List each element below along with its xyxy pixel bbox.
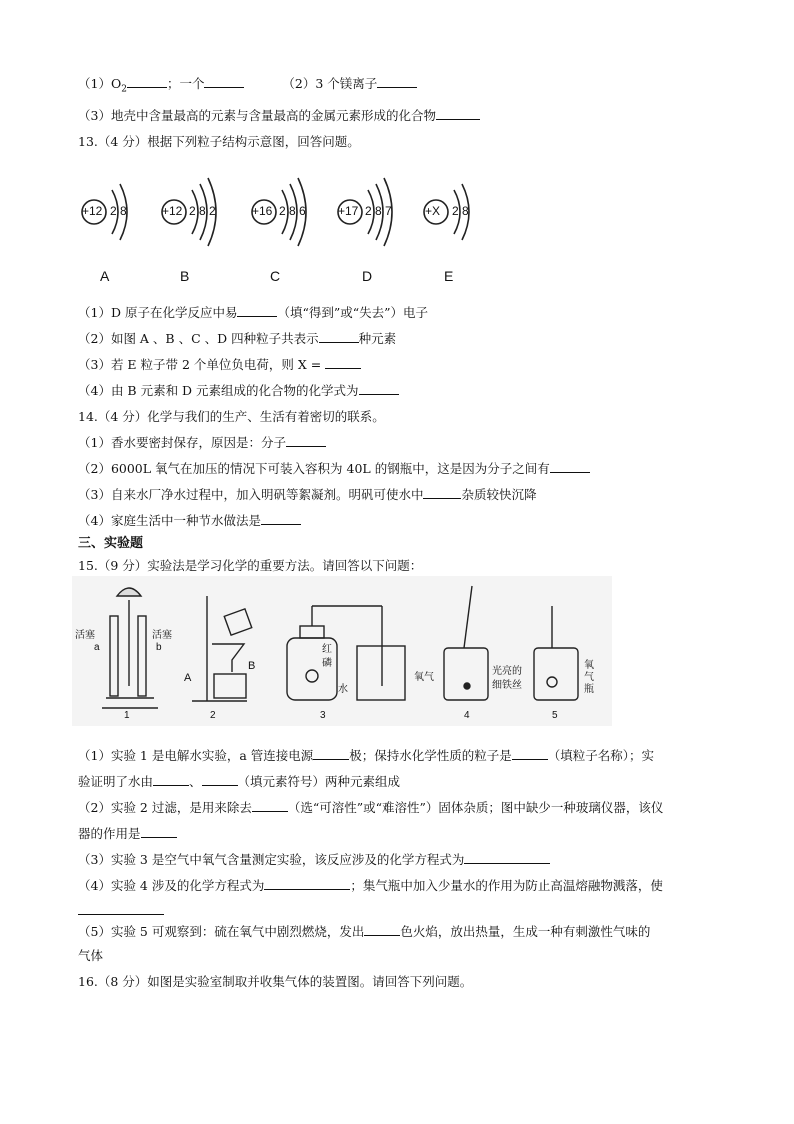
q15-sub-4-cont (78, 902, 164, 918)
atom-c-label: C (270, 268, 281, 284)
atom-b-nucleus: +12 (162, 204, 183, 218)
atom-d-nucleus: +17 (338, 204, 359, 218)
label-water: 水 (338, 684, 348, 695)
q14-sub-1: （1）香水要密封保存，原因是：分子 (78, 433, 326, 451)
answer-blank[interactable] (202, 773, 238, 786)
q13-sub-4: （4）由 B 元素和 D 元素组成的化合物的化学式为 (78, 381, 399, 399)
answer-blank[interactable] (377, 75, 417, 88)
q15-sub-2-cont: 器的作用是 (78, 824, 177, 842)
q14-sub-3: （3）自来水厂净水过程中，加入明矾等絮凝剂。明矾可使水中 杂质较快沉降 (78, 487, 537, 502)
answer-blank[interactable] (153, 773, 189, 786)
answer-blank[interactable] (359, 382, 399, 395)
label-exp-3: 3 (320, 710, 326, 721)
q12-line-2: （3）地壳中含量最高的元素与含量最高的金属元素形成的化合物 (78, 106, 480, 124)
answer-blank[interactable] (286, 434, 326, 447)
label-exp-5: 5 (552, 710, 558, 721)
label-oxygen: 氧气 (414, 672, 434, 683)
atom-b-label: B (180, 268, 190, 284)
q14-sub-2: （2）6000L 氧气在加压的情况下可装入容积为 40L 的钢瓶中，这是因为分子之间有 (78, 459, 590, 477)
atom-a-label: A (100, 268, 110, 284)
section-heading: 三、实验题 (78, 536, 144, 551)
label-exp-1: 1 (124, 710, 130, 721)
answer-blank[interactable] (550, 460, 590, 473)
atom-e-nucleus: +X (425, 204, 441, 218)
label-oxy2: 气 (584, 672, 594, 683)
q13-sub-2: （2）如图 A 、B 、C 、D 四种粒子共表示 种元素 (78, 331, 397, 346)
atom-e-shells: 2 8 (452, 204, 469, 218)
q13-title: 13.（4 分）根据下列粒子结构示意图，回答问题。 (78, 134, 360, 149)
label-bottle: 瓶 (584, 684, 594, 695)
label-b: b (156, 642, 162, 653)
label-valve-right: 活塞 (152, 630, 172, 641)
q12-line-1: $(1)O_2$ ；一个 （2）3 个镁离子 (78, 74, 417, 95)
experiment-apparatus-figure (72, 576, 612, 726)
answer-blank[interactable] (313, 747, 349, 760)
q14-title: 14.（4 分）化学与我们的生产、生活有着密切的联系。 (78, 409, 385, 424)
label-A: A (184, 672, 192, 684)
q15-sub-1: （1）实验 1 是电解水实验，a 管连接电源 极；保持水化学性质的粒子是 （填粒子名称）；实 (78, 748, 655, 763)
atom-d-shells: 2 8 7 (365, 204, 392, 218)
label-exp-4: 4 (464, 710, 470, 721)
label-red: 红 (322, 644, 332, 655)
answer-blank[interactable] (261, 512, 301, 525)
q16-title: 16.（8 分）如图是实验室制取并收集气体的装置图。请回答下列问题。 (78, 974, 473, 989)
q15-sub-2: （2）实验 2 过滤，是用来除去 （选“可溶性”或“难溶性”）固体杂质；图中缺少一种玻璃仪器，该仪 (78, 800, 664, 815)
q15-sub-4: （4）实验 4 涉及的化学方程式为 ；集气瓶中加入少量水的作用为防止高温熔融物溅落，使 (78, 878, 663, 893)
q15-sub-5-cont: 气体 (78, 948, 104, 963)
answer-blank[interactable] (252, 799, 288, 812)
atom-c-shells: 2 8 6 (279, 204, 306, 218)
answer-blank[interactable] (264, 877, 350, 890)
q14-sub-4: （4）家庭生活中一种节水做法是 (78, 511, 301, 529)
answer-blank[interactable] (127, 75, 167, 88)
label-exp-2: 2 (210, 710, 216, 721)
answer-blank[interactable] (141, 825, 177, 838)
q15-sub-3: （3）实验 3 是空气中氧气含量测定实验，该反应涉及的化学方程式为 (78, 850, 550, 868)
answer-blank[interactable] (512, 747, 548, 760)
label-bright: 光亮的 (492, 666, 522, 677)
atom-structure-figure (72, 170, 482, 290)
subscript: 2 (121, 84, 127, 95)
answer-blank[interactable] (464, 851, 550, 864)
answer-blank[interactable] (325, 356, 361, 369)
atom-d-label: D (362, 268, 373, 284)
q13-sub-3: （3）若 E 粒子带 2 个单位负电荷，则 X = (78, 355, 361, 373)
label-iron-wire: 细铁丝 (492, 680, 522, 691)
label-a: a (94, 642, 100, 653)
answer-blank[interactable] (423, 486, 461, 499)
label-oxy1: 氧 (584, 660, 594, 671)
answer-blank[interactable] (78, 902, 164, 915)
label-B: B (248, 660, 256, 672)
atom-a-nucleus: +12 (82, 204, 103, 218)
answer-blank[interactable] (237, 304, 277, 317)
q15-sub-1-cont: 验证明了水由 、 （填元素符号）两种元素组成 (78, 774, 401, 789)
answer-blank[interactable] (436, 107, 480, 120)
answer-blank[interactable] (319, 330, 359, 343)
q15-sub-5: （5）实验 5 可观察到：硫在氧气中剧烈燃烧，发出 色火焰，放出热量，生成一种有刺激性气味的 (78, 924, 651, 939)
label-phosphorus: 磷 (322, 658, 332, 669)
q15-title: 15.（9 分）实验法是学习化学的重要方法。请回答以下问题： (78, 558, 423, 573)
atom-b-shells: 2 8 2 (189, 204, 216, 218)
atom-a-shells: 2 8 (110, 204, 127, 218)
q13-sub-1: （1）D 原子在化学反应中易 （填“得到”或“失去”）电子 (78, 305, 429, 320)
atom-e-label: E (444, 268, 454, 284)
label-valve-left: 活塞 (75, 630, 95, 641)
answer-blank[interactable] (204, 75, 244, 88)
atom-c-nucleus: +16 (252, 204, 273, 218)
answer-blank[interactable] (364, 923, 400, 936)
